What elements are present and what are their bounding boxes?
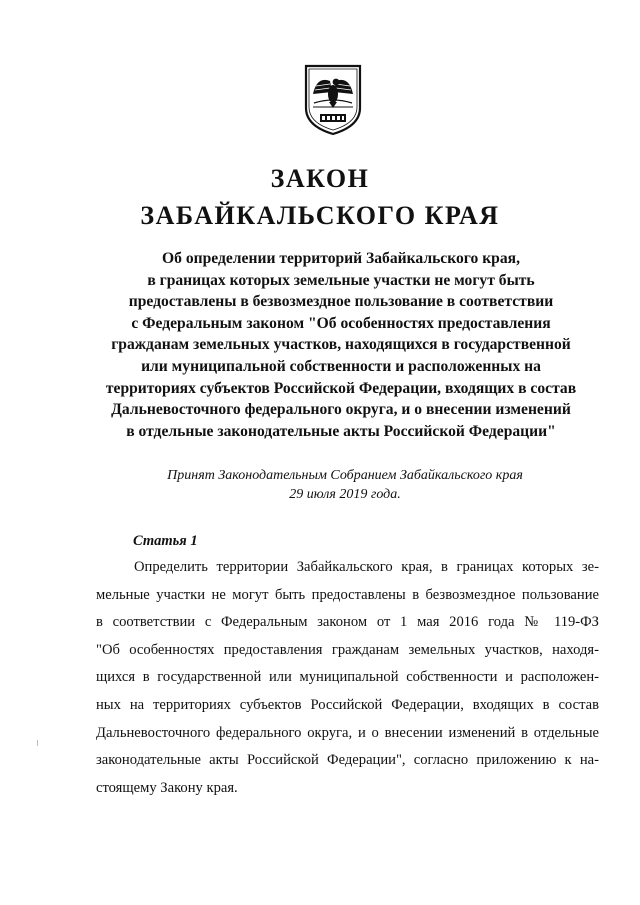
adoption-note <box>100 466 590 504</box>
article-line: Дальневосточного федерального округа, и о внесении изменений в отдельные <box>96 724 599 741</box>
law-title: ЗАКОН <box>270 164 370 193</box>
article-line: ных на территориях субъектов Российской Федерации, входящих в состав <box>96 696 599 713</box>
coat-of-arms-icon <box>303 64 363 136</box>
article-line: стоящему Закону края. <box>96 779 238 796</box>
article-line: щихся в государственной или муниципальной собственности и расположен- <box>96 669 599 686</box>
subject-line: с Федеральным законом "Об особенностях предоставления <box>131 314 551 332</box>
subject-line: территориях субъектов Российской Федерации, входящих в состав <box>105 379 577 397</box>
subject-line: в границах которых земельные участки не могут быть <box>147 271 535 289</box>
subject-line: предоставлены в безвозмездное пользование в соответствии <box>128 293 554 311</box>
article-body <box>96 554 599 802</box>
scan-mark <box>37 740 38 746</box>
subject-line: гражданам земельных участков, находящихся в государственной <box>111 336 571 354</box>
article-line: мельные участки не могут быть предоставлены в безвозмездное пользование <box>96 586 599 603</box>
law-region-title: ЗАБАЙКАЛЬСКОГО КРАЯ <box>140 201 500 230</box>
article-line: Определить территории Забайкальского края, в границах которых зе- <box>134 559 599 575</box>
law-subject <box>86 248 596 442</box>
article-heading: Статья 1 <box>133 533 198 549</box>
subject-line: в отдельные законодательные акты Российской Федерации" <box>126 422 556 440</box>
subject-line: Дальневосточного федерального округа, и о внесении изменений <box>111 401 571 419</box>
adoption-date: 29 июля 2019 года. <box>289 487 401 502</box>
adoption-body: Принят Законодательным Собранием Забайкальского края <box>167 468 523 483</box>
subject-line: или муниципальной собственности и расположенных на <box>141 357 541 375</box>
subject-line: Об определении территорий Забайкальского края, <box>162 250 520 267</box>
article-line: законодательные акты Российской Федерации", согласно приложению к на- <box>96 752 599 769</box>
article-line: "Об особенностях предоставления гражданам земельных участков, находя- <box>96 641 599 658</box>
article-line: в соответствии с Федеральным законом от 1 мая 2016 года № 119-ФЗ <box>96 614 599 631</box>
